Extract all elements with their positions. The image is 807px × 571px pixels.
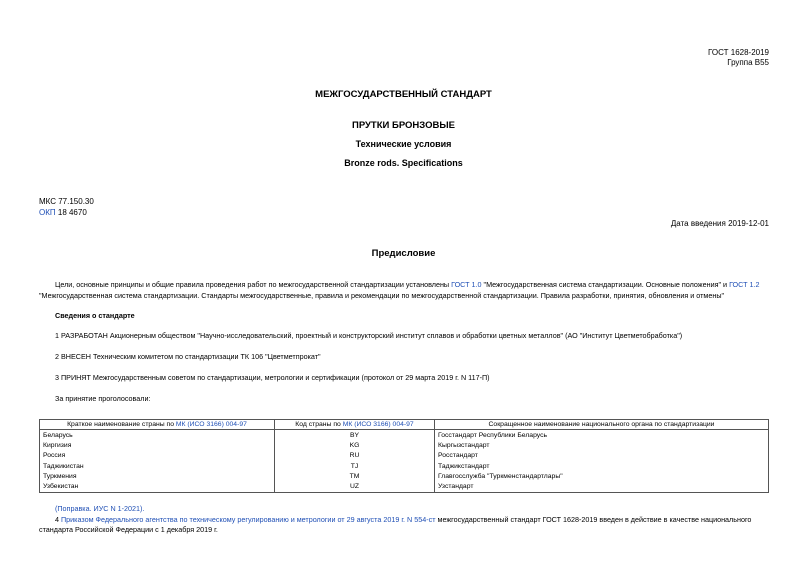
code-cell: RU bbox=[275, 451, 435, 461]
document-group: Группа В55 bbox=[727, 58, 769, 67]
standard-info-heading: Сведения о стандарте bbox=[55, 311, 135, 320]
column-header-body: Сокращенное наименование национального органа по стандартизации bbox=[435, 420, 769, 430]
table-row bbox=[40, 471, 769, 481]
code-cell: KG bbox=[275, 441, 435, 451]
document-subtitle: Технические условия bbox=[355, 139, 452, 149]
foreword-paragraph-line1 bbox=[55, 280, 771, 289]
document-english-title: Bronze rods. Specifications bbox=[344, 158, 463, 168]
table-header-row bbox=[40, 420, 769, 430]
table-row bbox=[40, 482, 769, 493]
code-cell: BY bbox=[275, 430, 435, 441]
code-cell: UZ bbox=[275, 482, 435, 493]
foreword-paragraph-line2: "Межгосударственная система стандартизации. Стандарты межгосударственные, правила и рекомендации по межгосударственной стандартизации. Правила разработки, принятия, обновления и отмены" bbox=[39, 291, 725, 300]
document-title: ПРУТКИ БРОНЗОВЫЕ bbox=[351, 120, 456, 131]
col2-text: Код страны по bbox=[295, 421, 343, 428]
body-cell: Кыргызстандарт bbox=[435, 441, 769, 451]
voted-label: За принятие проголосовали: bbox=[55, 394, 151, 403]
table-row bbox=[40, 430, 769, 441]
gost-1-0-link[interactable]: ГОСТ 1.0 bbox=[451, 280, 482, 289]
introduction-date: Дата введения 2019-12-01 bbox=[670, 219, 769, 228]
item-enacted-line1 bbox=[55, 515, 751, 524]
column-header-country bbox=[40, 420, 275, 430]
para1-text2: "Межгосударственная система стандартизации. Основные положения" и bbox=[481, 280, 730, 289]
okp-value: 18 4670 bbox=[55, 208, 87, 217]
item4-text: межгосударственный стандарт ГОСТ 1628-2019 введен в действие в качестве национального bbox=[435, 515, 752, 524]
amendment-line bbox=[55, 504, 144, 513]
country-cell: Беларусь bbox=[40, 430, 275, 441]
country-cell: Россия bbox=[40, 451, 275, 461]
code-cell: TM bbox=[275, 471, 435, 481]
country-cell: Киргизия bbox=[40, 441, 275, 451]
table-row bbox=[40, 441, 769, 451]
document-code: ГОСТ 1628-2019 bbox=[708, 48, 769, 57]
table-row bbox=[40, 451, 769, 461]
mks-code: МКС 77.150.30 bbox=[39, 197, 94, 206]
body-cell: Росстандарт bbox=[435, 451, 769, 461]
rosstandart-order-link[interactable]: Приказом Федерального агентства по техническому регулированию и метрологии от 29 августа 2019 г. N 554-ст bbox=[61, 515, 436, 524]
voting-countries-table bbox=[39, 419, 769, 493]
code-cell: TJ bbox=[275, 461, 435, 471]
mk-iso-link-1[interactable]: МК (ИСО 3166) 004-97 bbox=[175, 421, 247, 428]
okp-code bbox=[39, 208, 87, 218]
body-cell: Госстандарт Республики Беларусь bbox=[435, 430, 769, 441]
amendment-link[interactable]: (Поправка. ИУС N 1-2021). bbox=[55, 504, 145, 513]
item-submitted: 2 ВНЕСЕН Техническим комитетом по стандартизации ТК 106 "Цветметпрокат" bbox=[55, 352, 321, 361]
body-cell: Таджикстандарт bbox=[435, 461, 769, 471]
interstate-standard-heading: МЕЖГОСУДАРСТВЕННЫЙ СТАНДАРТ bbox=[315, 89, 492, 100]
mk-iso-link-2[interactable]: МК (ИСО 3166) 004-97 bbox=[342, 421, 414, 428]
country-cell: Таджикистан bbox=[40, 461, 275, 471]
foreword-heading: Предисловие bbox=[371, 248, 436, 259]
item4-number: 4 bbox=[55, 515, 61, 524]
okp-link[interactable]: ОКП bbox=[39, 208, 56, 217]
item-adopted: 3 ПРИНЯТ Межгосударственным советом по стандартизации, метрологии и сертификации (протокол от 29 марта 2019 г. N 117-П) bbox=[55, 373, 490, 382]
column-header-code bbox=[275, 420, 435, 430]
table-row bbox=[40, 461, 769, 471]
body-cell: Главгосслужба "Туркменстандартлары" bbox=[435, 471, 769, 481]
country-cell: Узбекистан bbox=[40, 482, 275, 493]
country-cell: Туркмения bbox=[40, 471, 275, 481]
item-developed: 1 РАЗРАБОТАН Акционерным обществом "Научно-исследовательский, проектный и конструкторский институт сплавов и обработки цветных металлов" (АО "Институт Цветметобработка") bbox=[55, 331, 683, 340]
body-cell: Узстандарт bbox=[435, 482, 769, 493]
gost-1-2-link[interactable]: ГОСТ 1.2 bbox=[729, 280, 760, 289]
col1-text: Краткое наименование страны по bbox=[67, 421, 176, 428]
para1-text1: Цели, основные принципы и общие правила проведения работ по межгосударственной стандартизации установлены bbox=[55, 280, 452, 289]
item-enacted-line2: стандарта Российской Федерации с 1 декабря 2019 г. bbox=[39, 525, 218, 534]
